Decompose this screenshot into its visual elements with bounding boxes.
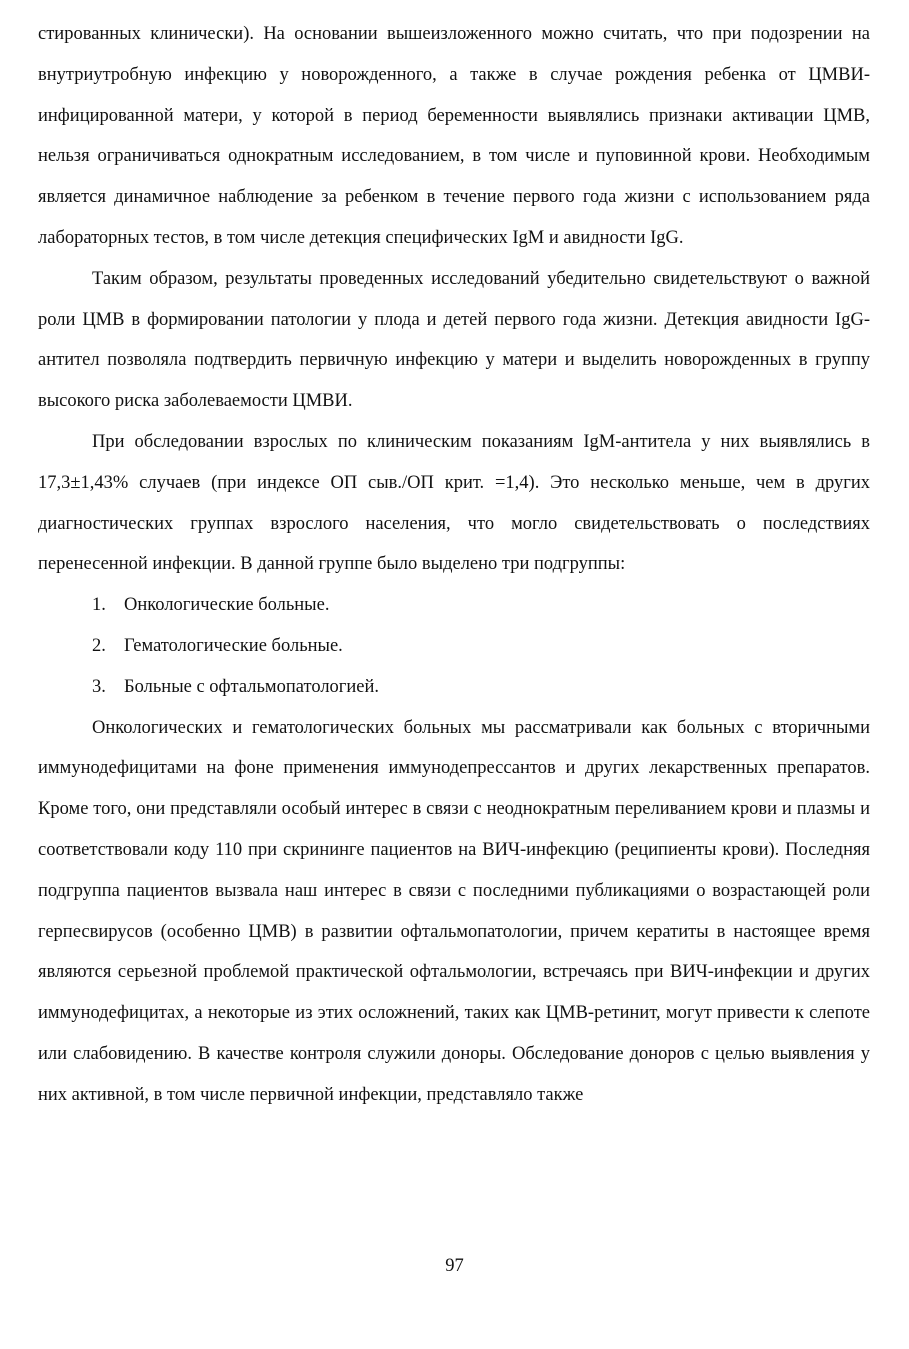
document-page xyxy=(38,14,870,1116)
list-item-text: Гематологические больные. xyxy=(124,635,343,656)
list-item xyxy=(38,585,870,626)
list-item-text: Больные с офтальмопатологией. xyxy=(124,676,380,697)
list-item-text: Онкологические больные. xyxy=(124,595,330,616)
list-item xyxy=(38,626,870,667)
paragraph-3: При обследовании взрослых по клиническим показаниям IgM-антитела у них выявлялись в 17,3±1,43% случаев (при индексе ОП сыв./ОП крит. =1,4). Это несколько меньше, чем в других диагностических группах взрослого населения, что могло свидетельствовать о последствиях перенесенной инфекции. В данной группе было выделено три подгруппы: xyxy=(38,431,870,575)
list-item-number: 2. xyxy=(92,635,106,656)
list-item-number: 3. xyxy=(92,676,106,697)
paragraph-2: Таким образом, результаты проведенных исследований убедительно свидетельствуют о важной роли ЦМВ в формировании патологии у плода и детей первого года жизни. Детекция авидности IgG-антител позволяла подтвердить первичную инфекцию у матери и выделить новорожденных в группу высокого риска заболеваемости ЦМВИ. xyxy=(38,268,870,412)
paragraph-1: стированных клинически). На основании вышеизложенного можно считать, что при подозрении на внутриутробную инфекцию у новорожденного, а также в случае рождения ребенка от ЦМВИ-инфицированной матери, у которой в период беременности выявлялись признаки активации ЦМВ, нельзя ограничиваться однократным исследованием, в том числе и пуповинной крови. Необходимым является динамичное наблюдение за ребенком в течение первого года жизни с использованием ряда лабораторных тестов, в том числе детекция специфических IgM и авидности IgG. xyxy=(38,24,870,248)
subgroup-list xyxy=(38,585,870,707)
list-item-number: 1. xyxy=(92,595,106,616)
list-item xyxy=(38,667,870,708)
page-number: 97 xyxy=(445,1256,464,1276)
paragraph-4: Онкологических и гематологических больных мы рассматривали как больных с вторичными иммунодефицитами на фоне применения иммунодепрессантов и других лекарственных препаратов. Кроме того, они представляли особый интерес в связи с неоднократным переливанием крови и плазмы и соответствовали коду 110 при скрининге пациентов на ВИЧ-инфекцию (реципиенты крови). Последняя подгруппа пациентов вызвала наш интерес в связи с последними публикациями о возрастающей роли герпесвирусов (особенно ЦМВ) в развитии офтальмопатологии, причем кератиты в настоящее время являются серьезной проблемой практической офтальмологии, встречаясь при ВИЧ-инфекции и других иммунодефицитах, а некоторые из этих осложнений, таких как ЦМВ-ретинит, могут привести к слепоте или слабовидению. В качестве контроля служили доноры. Обследование доноров с целью выявления у них активной, в том числе первичной инфекции, представляло также xyxy=(38,717,870,1105)
